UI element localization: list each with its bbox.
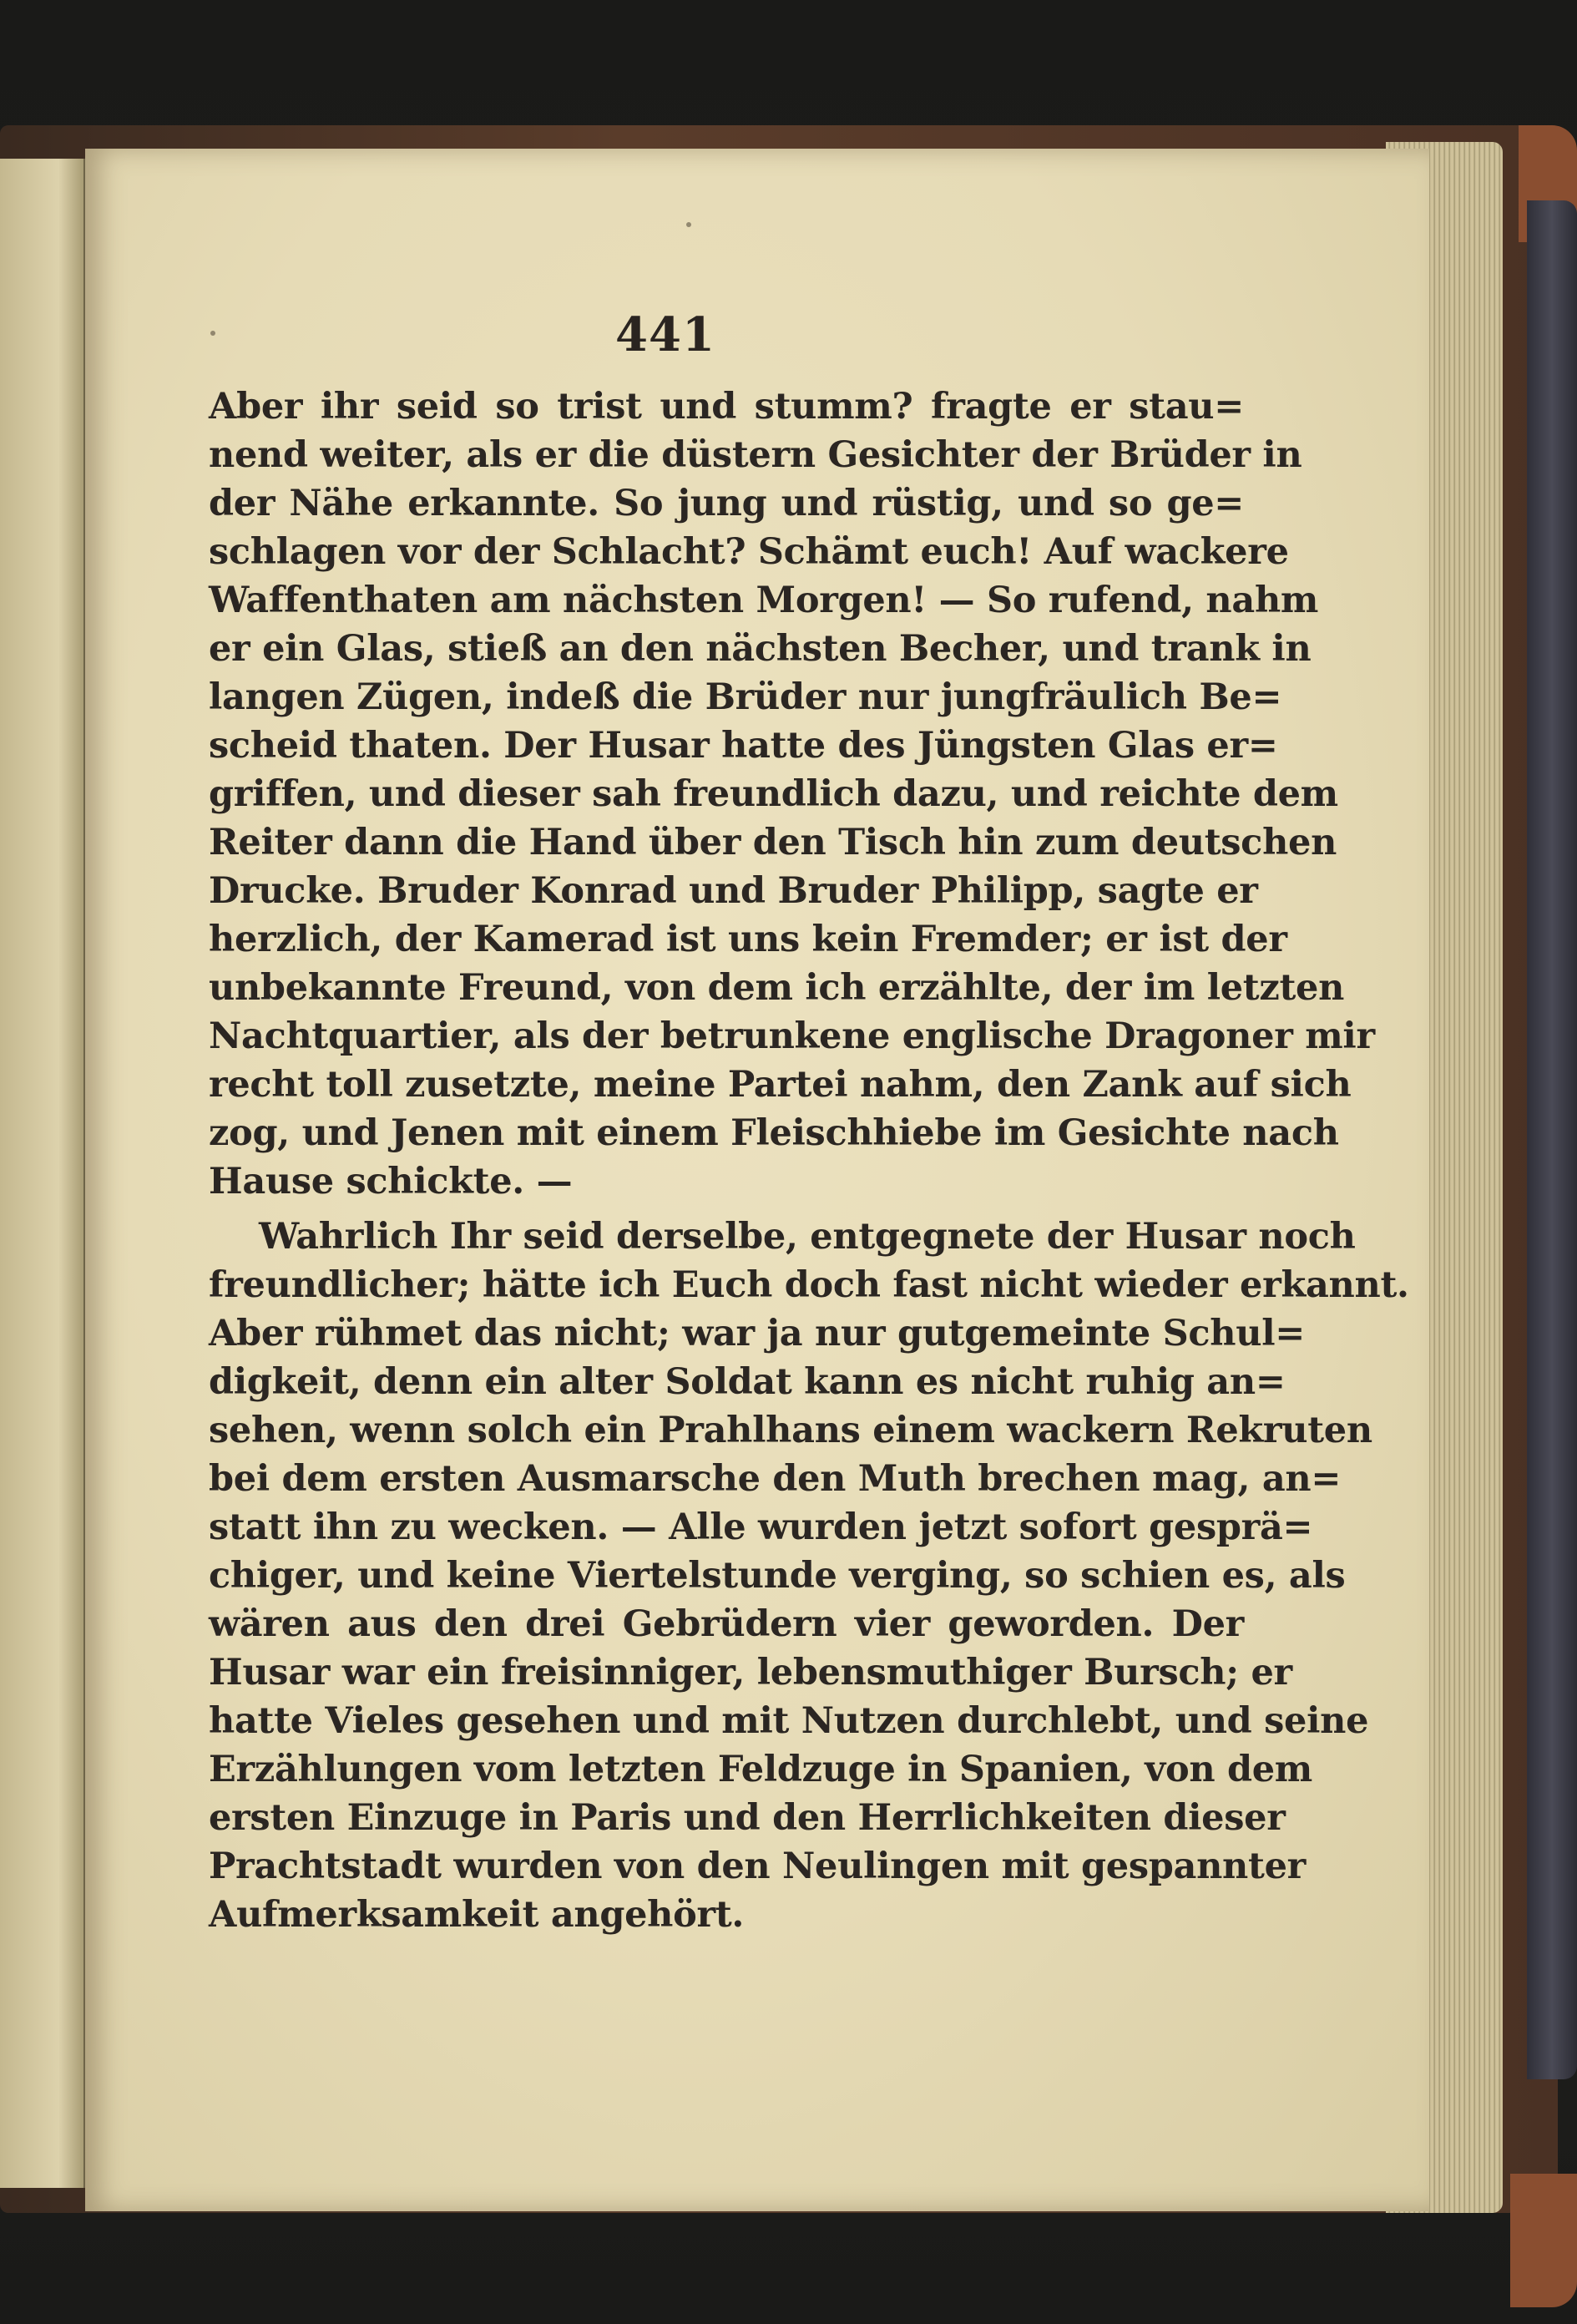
text-line: Nachtquartier, als der betrunkene englische Dragoner mir xyxy=(209,1015,1375,1057)
text-line: Aufmerksamkeit angehört. xyxy=(209,1894,745,1936)
text-line: bei dem ersten Ausmarsche den Muth brechen mag, an= xyxy=(209,1458,1342,1500)
paragraph-gap xyxy=(209,1206,1244,1213)
text-line: herzlich, der Kamerad ist uns kein Fremder; er ist der xyxy=(209,919,1287,960)
text-line: Wahrlich Ihr seid derselbe, entgegnete der Husar noch xyxy=(259,1216,1356,1258)
text-line: Aber ihr seid so trist und stumm? fragte er stau= xyxy=(209,386,1244,428)
paragraph xyxy=(209,1213,1409,1939)
text-line: chiger, und keine Viertelstunde verging, so schien es, als xyxy=(209,1555,1346,1597)
text-line: schlagen vor der Schlacht? Schämt euch! Auf wackere xyxy=(209,531,1289,573)
text-line: digkeit, denn ein alter Soldat kann es nicht ruhig an= xyxy=(209,1361,1286,1403)
text-line: Reiter dann die Hand über den Tisch hin zum deutschen xyxy=(209,822,1337,863)
text-line: hatte Vieles gesehen und mit Nutzen durchlebt, und seine xyxy=(209,1700,1369,1742)
text-line: langen Zügen, indeß die Brüder nur jungfräulich Be= xyxy=(209,676,1282,718)
text-line: sehen, wenn solch ein Prahlhans einem wackern Rekruten xyxy=(209,1410,1372,1451)
book-page xyxy=(85,149,1429,2211)
text-line: freundlicher; hätte ich Euch doch fast nicht wieder erkannt. xyxy=(209,1264,1409,1306)
page-number: 441 xyxy=(615,307,715,362)
text-line: Aber rühmet das nicht; war ja nur gutgemeinte Schul= xyxy=(209,1313,1305,1354)
text-line: Waffenthaten am nächsten Morgen! — So rufend, nahm xyxy=(209,580,1319,621)
text-line: Drucke. Bruder Konrad und Bruder Philipp, sagte er xyxy=(209,870,1258,912)
text-line: Erzählungen vom letzten Feldzuge in Spanien, von dem xyxy=(209,1749,1312,1790)
paragraph xyxy=(209,382,1375,1206)
text-line: der Nähe erkannte. So jung und rüstig, und so ge= xyxy=(209,483,1244,524)
left-page-edge xyxy=(0,159,86,2188)
text-line: er ein Glas, stieß an den nächsten Becher, und trank in xyxy=(209,628,1312,670)
text-line: wären aus den drei Gebrüdern vier geworden. Der xyxy=(209,1603,1244,1645)
text-line: ersten Einzuge in Paris und den Herrlichkeiten dieser xyxy=(209,1797,1286,1839)
cover-corner-bottom xyxy=(1510,2174,1577,2307)
text-line: unbekannte Freund, von dem ich erzählte, der im letzten xyxy=(209,967,1345,1009)
text-line: griffen, und dieser sah freundlich dazu, und reichte dem xyxy=(209,773,1338,815)
page-text xyxy=(209,382,1409,1939)
text-line: statt ihn zu wecken. — Alle wurden jetzt sofort gesprä= xyxy=(209,1506,1313,1548)
text-line: Hause schickte. — xyxy=(209,1161,573,1203)
text-line: scheid thaten. Der Husar hatte des Jüngsten Glas er= xyxy=(209,725,1278,767)
text-line: Husar war ein freisinniger, lebensmuthiger Bursch; er xyxy=(209,1652,1292,1694)
paper-speck xyxy=(686,222,691,227)
text-line: zog, und Jenen mit einem Fleischhiebe im Gesichte nach xyxy=(209,1112,1339,1154)
text-line: nend weiter, als er die düstern Gesichter der Brüder in xyxy=(209,434,1302,476)
text-line: recht toll zusetzte, meine Partei nahm, den Zank auf sich xyxy=(209,1064,1352,1106)
text-line: Prachtstadt wurden von den Neulingen mit gespannter xyxy=(209,1846,1306,1887)
cover-edge xyxy=(1527,200,1577,2079)
